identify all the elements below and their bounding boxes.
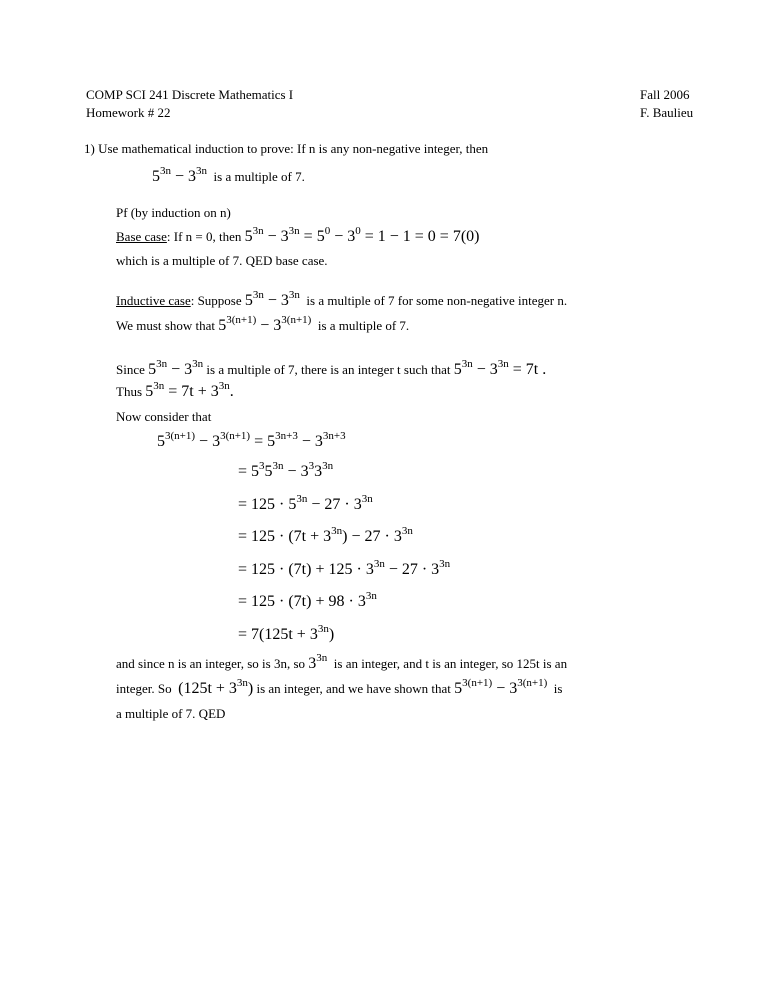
math-term: 3	[280, 228, 289, 245]
math-exponent: 3n+3	[275, 430, 298, 442]
math-exponent: 3(n+1)	[220, 430, 251, 442]
math-term: 5	[453, 361, 462, 378]
math-term: = 7t +	[164, 383, 211, 400]
math-term: 3	[357, 593, 366, 610]
course-title: COMP SCI 241 Discrete Mathematics I	[86, 87, 294, 102]
math-term: = 125 ·	[238, 495, 289, 513]
conclusion-2-math	[178, 677, 254, 697]
conclusion-2-mid: is an integer, and we have shown that	[256, 681, 451, 696]
equation-step	[238, 460, 334, 480]
math-exponent: 3n	[461, 358, 473, 370]
math-exponent: 3n	[153, 380, 165, 392]
base-case-math	[244, 225, 480, 245]
math-term: (125t +	[178, 680, 229, 697]
thus-math	[145, 380, 234, 400]
math-term: =	[250, 433, 268, 450]
math-exponent: 3n	[272, 460, 284, 472]
math-term: 3	[347, 228, 356, 245]
equation-step	[238, 557, 451, 578]
math-term: 3	[300, 463, 309, 480]
math-exponent: 3n	[331, 525, 343, 537]
base-case-text: : If n = 0, then	[166, 229, 242, 244]
math-term: 5	[264, 463, 273, 480]
math-term: )	[247, 680, 254, 697]
conclusion-2-math-2	[454, 677, 548, 697]
math-term: 3	[431, 560, 440, 578]
inductive-case-rest: is a multiple of 7 for some non-negative integer n.	[306, 293, 568, 308]
math-term: 3	[210, 383, 219, 400]
math-term: 5	[157, 433, 165, 450]
equation-step	[238, 525, 413, 545]
math-term: 5	[148, 361, 157, 378]
math-exponent: 3(n+1)	[226, 314, 257, 326]
conclusion-1-math	[308, 652, 328, 672]
conclusion-1-text: and since n is an integer, so is 3n, so	[116, 656, 306, 671]
math-term: −	[167, 361, 185, 378]
math-term: −	[492, 680, 510, 697]
math-term: .	[229, 383, 234, 400]
since-math-2	[453, 358, 547, 378]
base-case-label: Base case	[116, 229, 167, 244]
math-exponent: 3	[259, 460, 265, 472]
must-show-math	[218, 314, 312, 334]
equation-step	[238, 590, 377, 610]
math-term: = 125 · (7t) + 98 ·	[238, 593, 358, 610]
term: Fall 2006	[640, 87, 690, 102]
math-term: 5	[454, 680, 463, 697]
math-term: 3	[365, 560, 374, 578]
base-case-conclusion: which is a multiple of 7. QED base case.	[116, 253, 328, 268]
math-term: 3	[184, 361, 193, 378]
math-term: =	[299, 228, 317, 245]
math-exponent: 3n	[401, 525, 413, 537]
claim-math	[152, 165, 208, 185]
instructor: F. Baulieu	[640, 105, 694, 120]
math-term: −	[472, 361, 490, 378]
math-exponent: 3n	[288, 225, 300, 237]
math-exponent: 3(n+1)	[462, 677, 493, 689]
math-exponent: 3n	[296, 492, 308, 505]
now-consider-text: Now consider that	[116, 409, 212, 424]
math-term: 5	[251, 463, 260, 480]
math-term: 5	[244, 228, 253, 245]
inductive-case-text: : Suppose	[190, 293, 242, 308]
problem-statement: 1) Use mathematical induction to prove: If n is any non-negative integer, then	[84, 141, 489, 156]
must-show-text: We must show that	[116, 318, 215, 333]
math-exponent: 3n	[196, 165, 208, 177]
proof-heading: Pf (by induction on n)	[116, 205, 231, 220]
math-term: −	[195, 433, 213, 450]
math-term: 3	[188, 168, 197, 185]
math-term: 3	[308, 655, 317, 672]
inductive-case-label: Inductive case	[116, 293, 191, 308]
math-term: −	[263, 228, 281, 245]
math-exponent: 3n	[192, 358, 204, 370]
math-term: −	[263, 292, 281, 309]
math-term: −	[297, 433, 315, 450]
equation-step	[238, 622, 335, 643]
conclusion-2-end: is	[553, 681, 563, 696]
math-term: 3	[509, 680, 518, 697]
math-term: )	[328, 625, 335, 643]
math-term: ) − 27 ·	[342, 528, 394, 545]
thus-text: Thus	[116, 384, 142, 399]
math-term: 5	[288, 495, 297, 513]
math-exponent: 3n	[236, 677, 248, 689]
math-term: − 27 ·	[307, 495, 354, 513]
math-exponent: 3n	[156, 358, 168, 370]
math-exponent: 0	[324, 225, 331, 237]
math-term: 3	[489, 361, 498, 378]
math-term: −	[330, 228, 348, 245]
math-exponent: 3n	[160, 165, 171, 177]
math-exponent: 3n	[373, 557, 385, 570]
math-exponent: 3n	[252, 225, 264, 237]
math-exponent: 3n	[365, 590, 377, 602]
math-term: 3	[353, 495, 362, 513]
math-term: −	[171, 168, 189, 185]
math-exponent: 3n	[361, 492, 373, 505]
math-exponent: 3n	[317, 622, 329, 635]
math-term: 3	[393, 528, 402, 545]
math-term: 3	[280, 292, 289, 309]
math-exponent: 3(n+1)	[165, 430, 196, 442]
math-term: = 1 − 1 = 0 = 7(0)	[360, 228, 480, 245]
math-term: = 7(125t +	[238, 625, 310, 643]
math-term: 5	[316, 228, 325, 245]
math-term: = 7t .	[508, 361, 547, 378]
math-term: 5	[152, 168, 160, 185]
math-term: 5	[244, 292, 253, 309]
claim-text: is a multiple of 7.	[213, 169, 305, 184]
math-exponent: 3(n+1)	[517, 677, 548, 689]
math-term: 3	[212, 433, 221, 450]
math-exponent: 3n	[497, 358, 509, 370]
math-term: −	[256, 317, 274, 334]
math-term: 3	[309, 625, 318, 643]
math-term: = 125 · (7t) + 125 ·	[238, 560, 366, 578]
since-mid: is a multiple of 7, there is an integer t such that	[206, 362, 451, 377]
since-math	[148, 358, 204, 378]
math-term: 3	[323, 528, 332, 545]
math-exponent: 3n	[252, 289, 264, 301]
conclusion-2-text: integer. So	[116, 681, 172, 696]
math-term: =	[238, 463, 252, 480]
math-term: 3	[314, 433, 323, 450]
math-term: 3	[273, 317, 282, 334]
math-exponent: 3n	[288, 289, 300, 301]
math-term: 3	[228, 680, 237, 697]
must-show-rest: is a multiple of 7.	[317, 318, 410, 333]
math-exponent: 3n+3	[322, 430, 346, 442]
math-term: 5	[267, 433, 276, 450]
math-term: − 27 ·	[384, 560, 432, 578]
math-exponent: 3n	[316, 652, 328, 664]
math-term: 5	[145, 383, 154, 400]
homework-number: Homework # 22	[86, 105, 171, 120]
conclusion-qed: a multiple of 7. QED	[116, 706, 226, 721]
since-text: Since	[116, 362, 145, 377]
math-term: 5	[218, 317, 227, 334]
math-term: 3	[314, 463, 323, 480]
math-exponent: 3	[308, 460, 315, 472]
math-exponent: 3(n+1)	[281, 314, 312, 326]
equation-first-line	[157, 430, 346, 450]
math-exponent: 3n	[439, 557, 451, 570]
math-exponent: 0	[355, 225, 361, 237]
inductive-hypothesis-math	[244, 289, 300, 309]
math-exponent: 3n	[218, 380, 230, 392]
math-term: = 125 · (7t +	[238, 528, 324, 545]
equation-step	[238, 492, 373, 513]
math-term: −	[283, 463, 301, 480]
conclusion-1-rest: is an integer, and t is an integer, so 125t is an	[333, 656, 568, 671]
math-exponent: 3n	[322, 460, 334, 472]
